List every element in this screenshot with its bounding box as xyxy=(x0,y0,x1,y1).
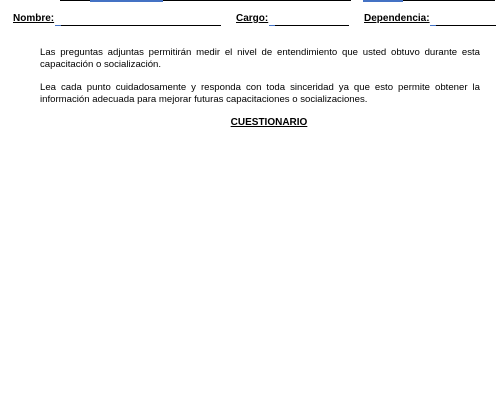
cargo-underline xyxy=(275,25,349,26)
top-line-highlight xyxy=(363,0,403,2)
cargo-label: Cargo: xyxy=(236,13,269,24)
top-line-segment xyxy=(163,0,351,1)
cargo-field[interactable] xyxy=(236,12,350,26)
nombre-label: Nombre: xyxy=(13,13,55,24)
top-line-highlight xyxy=(90,0,163,2)
instructions-block xyxy=(40,47,480,128)
nombre-field[interactable] xyxy=(13,12,221,26)
top-field-lines xyxy=(0,0,504,4)
respondent-fields xyxy=(13,12,497,26)
instruction-paragraph-1: Las preguntas adjuntas permitirán medir el nivel de entendimiento que usted obtuvo durante esta capacitación o socialización. xyxy=(40,47,480,70)
top-line-segment xyxy=(60,0,90,1)
dependencia-underline xyxy=(436,25,496,26)
dependencia-label: Dependencia: xyxy=(364,13,430,24)
section-heading: CUESTIONARIO xyxy=(230,117,308,128)
nombre-underline xyxy=(61,25,221,26)
instruction-paragraph-2: Lea cada punto cuidadosamente y responda con toda sinceridad ya que esto permite obtener la información adecuada para mejorar futuras capacitaciones o socializaciones. xyxy=(40,82,480,105)
dependencia-field[interactable] xyxy=(364,12,497,26)
top-line-segment xyxy=(403,0,495,1)
